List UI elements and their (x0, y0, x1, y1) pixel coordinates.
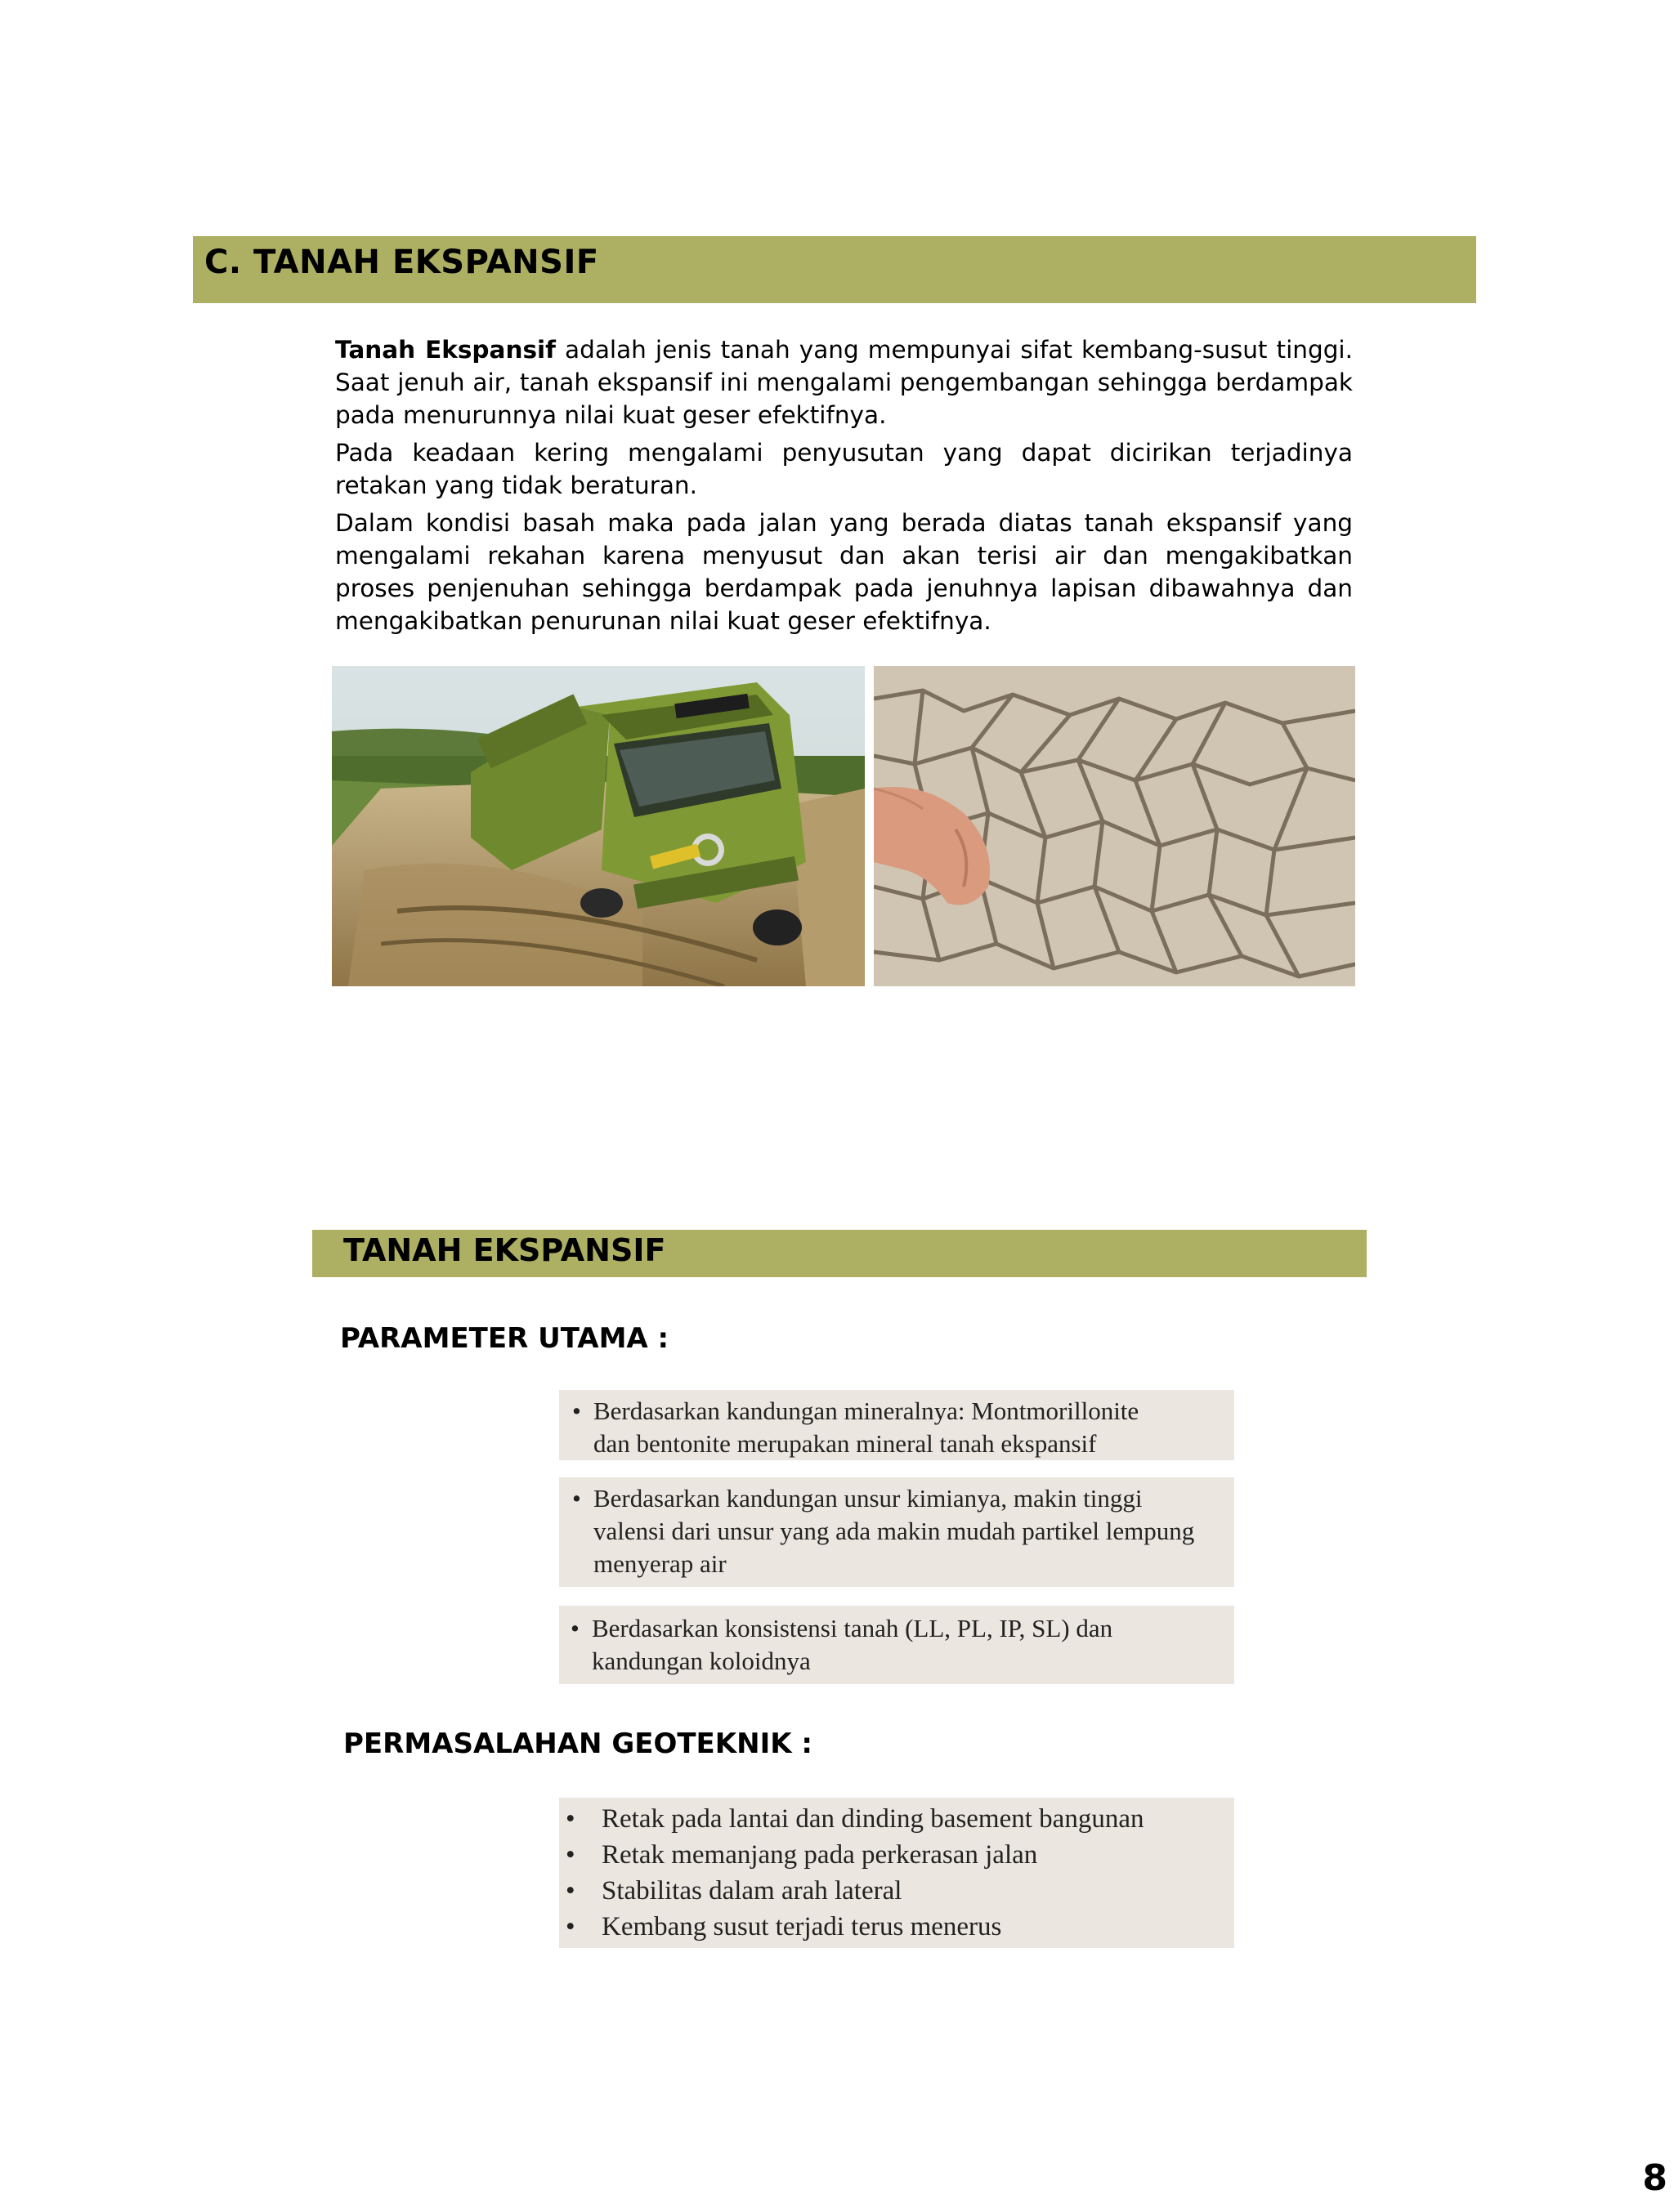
parameter-item (566, 1482, 1234, 1515)
intro-paragraph-1 (335, 333, 1353, 431)
bullet-dot: • (571, 1614, 580, 1642)
parameter-box-3 (559, 1606, 1234, 1684)
parameter-box-2 (559, 1477, 1234, 1587)
problem-text: Retak pada lantai dan dinding basement bangunan (602, 1804, 1144, 1834)
parameter-line: menyerap air (593, 1549, 727, 1578)
parameter-line: Berdasarkan kandungan mineralnya: Montmorillonite (593, 1396, 1139, 1425)
problem-item (559, 1873, 1234, 1909)
intro-paragraph-2: Pada keadaan kering mengalami penyusutan yang dapat dicirikan terjadinya retakan yang tidak beraturan. (335, 439, 1353, 499)
bullet-dot: • (566, 1912, 575, 1942)
parameter-box-1 (559, 1390, 1234, 1460)
parameter-item-cont (566, 1548, 1234, 1580)
parameter-line: Berdasarkan konsistensi tanah (LL, PL, IP, SL) dan (592, 1614, 1113, 1642)
summary-title: TANAH EKSPANSIF (343, 1232, 666, 1268)
parameter-heading: PARAMETER UTAMA : (340, 1322, 669, 1355)
problem-item (559, 1801, 1234, 1837)
parameter-line: valensi dari unsur yang ada makin mudah partikel lempung (593, 1517, 1195, 1545)
problem-text: Stabilitas dalam arah lateral (602, 1876, 902, 1906)
bullet-dot: • (572, 1484, 581, 1513)
page-number: 8 (1642, 2157, 1667, 2199)
parameter-line: Berdasarkan kandungan unsur kimianya, makin tinggi (593, 1484, 1143, 1513)
problem-text: Retak memanjang pada perkerasan jalan (602, 1840, 1038, 1870)
parameter-item (566, 1395, 1234, 1428)
parameter-line: kandungan koloidnya (592, 1647, 811, 1675)
term-bold: Tanah Ekspansif (335, 336, 556, 364)
intro-p1-rest: adalah jenis tanah yang mempunyai sifat kembang-susut tinggi. Saat jenuh air, tanah ekspansif ini mengalami pengembangan sehingga berdampak pada menurunnya nilai kuat geser efektifnya. (335, 336, 1353, 429)
problem-item (559, 1909, 1234, 1945)
parameter-item-cont (564, 1645, 1234, 1678)
intro-text (335, 333, 1353, 642)
problem-heading: PERMASALAHAN GEOTEKNIK : (343, 1727, 812, 1760)
section-title: C. TANAH EKSPANSIF (204, 244, 599, 281)
cracked-soil-photo (874, 666, 1355, 986)
parameter-item-cont (566, 1428, 1234, 1460)
parameter-item (564, 1612, 1234, 1645)
bullet-dot: • (566, 1804, 575, 1834)
parameter-item-cont (566, 1515, 1234, 1548)
truck-in-mud-photo (332, 666, 865, 986)
problem-box (559, 1798, 1234, 1948)
problem-item (559, 1837, 1234, 1873)
problem-text: Kembang susut terjadi terus menerus (602, 1912, 1002, 1942)
bullet-dot: • (566, 1840, 575, 1870)
bullet-dot: • (566, 1876, 575, 1906)
intro-paragraph-3: Dalam kondisi basah maka pada jalan yang berada diatas tanah ekspansif yang mengalami rekahan karena menyusut dan akan terisi air dan mengakibatkan proses penjenuhan sehingga berdampak pada jenuhnya lapisan dibawahnya dan mengakibatkan penurunan nilai kuat geser efektifnya. (335, 509, 1353, 635)
parameter-line: dan bentonite merupakan mineral tanah ekspansif (593, 1429, 1097, 1458)
bullet-dot: • (572, 1396, 581, 1425)
